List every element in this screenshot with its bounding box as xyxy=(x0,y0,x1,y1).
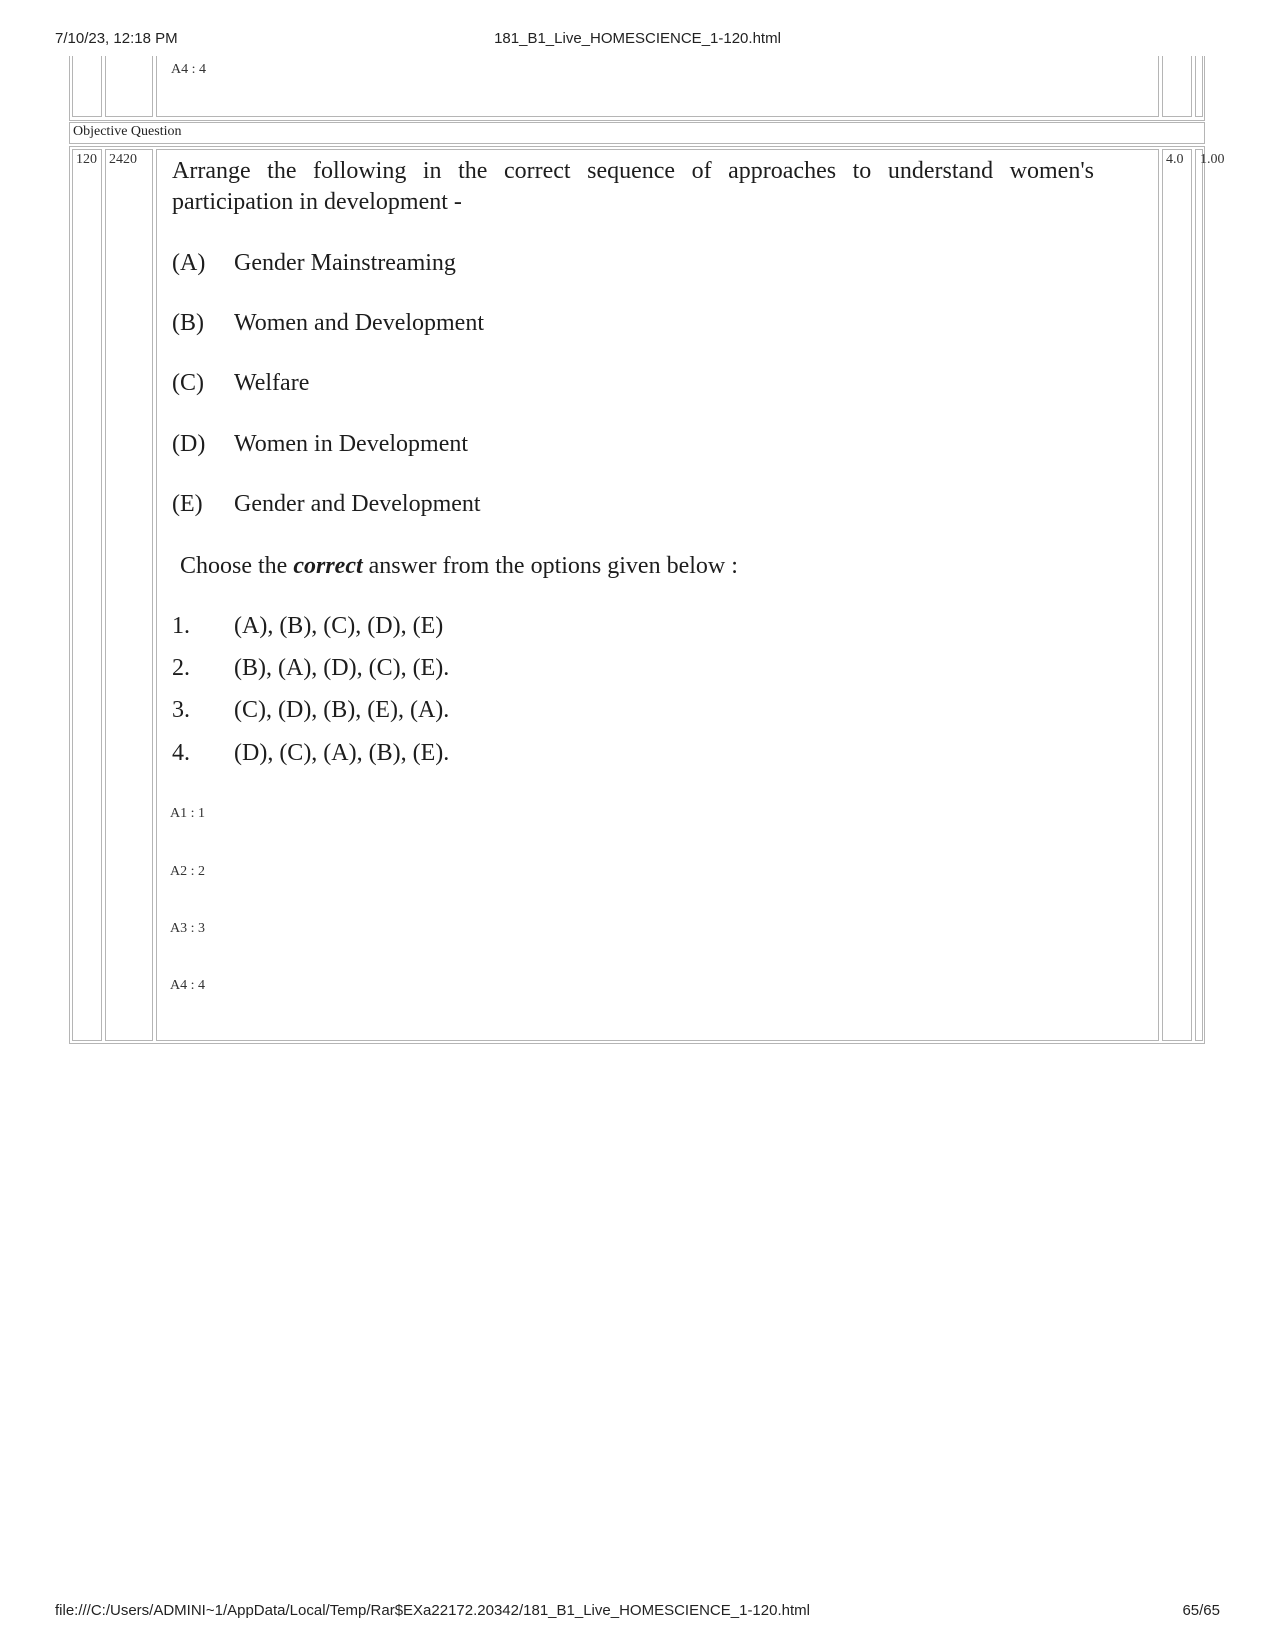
question-marks: 4.0 xyxy=(1166,152,1184,167)
answer-key: A3 : 3 xyxy=(170,921,205,936)
option-number: 2. xyxy=(172,655,190,681)
option-text: (A), (B), (C), (D), (E) xyxy=(234,613,444,639)
list-item xyxy=(172,431,468,458)
answer-option xyxy=(172,613,443,640)
item-label: (B) xyxy=(172,310,204,336)
print-title: 181_B1_Live_HOMESCIENCE_1-120.html xyxy=(494,30,781,47)
list-item xyxy=(172,310,484,337)
option-number: 1. xyxy=(172,613,190,639)
prev-id-cell xyxy=(105,56,153,117)
print-page-number: 65/65 xyxy=(1182,1602,1220,1619)
answer-key: A4 : 4 xyxy=(170,978,205,993)
item-label: (A) xyxy=(172,250,206,276)
question-content-cell xyxy=(156,149,1159,1041)
item-text: Gender Mainstreaming xyxy=(234,250,456,276)
print-file-path: file:///C:/Users/ADMINI~1/AppData/Local/Temp/Rar$EXa22172.20342/181_B1_Live_HOMESCIENCE_1-120.html xyxy=(55,1602,810,1619)
print-datetime: 7/10/23, 12:18 PM xyxy=(55,30,178,47)
answer-option xyxy=(172,655,449,682)
prev-content-cell xyxy=(156,56,1159,117)
question-id: 2420 xyxy=(109,152,137,167)
section-label: Objective Question xyxy=(73,124,182,139)
question-negative-cell xyxy=(1195,149,1225,1041)
option-number: 4. xyxy=(172,740,190,766)
prev-question-table xyxy=(69,56,1205,121)
instruction-suffix: answer from the options given below : xyxy=(362,553,738,579)
item-label: (D) xyxy=(172,431,206,457)
question-number: 120 xyxy=(76,152,97,167)
section-row xyxy=(69,122,1205,144)
instruction-emphasis: correct xyxy=(293,553,363,579)
item-text: Gender and Development xyxy=(234,491,481,517)
option-text: (B), (A), (D), (C), (E). xyxy=(234,655,450,681)
item-text: Welfare xyxy=(234,370,310,396)
option-text: (C), (D), (B), (E), (A). xyxy=(234,697,450,723)
answer-option xyxy=(172,697,449,724)
answer-option xyxy=(172,740,449,767)
prev-number-cell xyxy=(72,56,102,117)
instruction-prefix: Choose the xyxy=(180,553,294,579)
prev-answer: A4 : 4 xyxy=(171,62,206,77)
prev-negative-cell xyxy=(1195,56,1203,117)
item-text: Women and Development xyxy=(234,310,484,336)
prev-marks-cell xyxy=(1162,56,1192,117)
list-item xyxy=(172,370,309,397)
question-text: Arrange the following in the correct sequence of approaches to understand women's participation in development - xyxy=(172,158,1094,215)
item-text: Women in Development xyxy=(234,431,469,457)
answer-key: A2 : 2 xyxy=(170,864,205,879)
instruction-text xyxy=(180,553,738,580)
question-table xyxy=(69,146,1225,1044)
option-number: 3. xyxy=(172,697,190,723)
question-negative-marks: 1.00 xyxy=(1200,152,1225,167)
question-number-cell xyxy=(72,149,102,1041)
question-id-cell xyxy=(105,149,153,1041)
question-marks-cell xyxy=(1162,149,1192,1041)
list-item xyxy=(172,250,456,277)
answer-key: A1 : 1 xyxy=(170,806,205,821)
list-item xyxy=(172,491,481,518)
option-text: (D), (C), (A), (B), (E). xyxy=(234,740,450,766)
item-label: (C) xyxy=(172,370,204,396)
item-label: (E) xyxy=(172,491,203,517)
